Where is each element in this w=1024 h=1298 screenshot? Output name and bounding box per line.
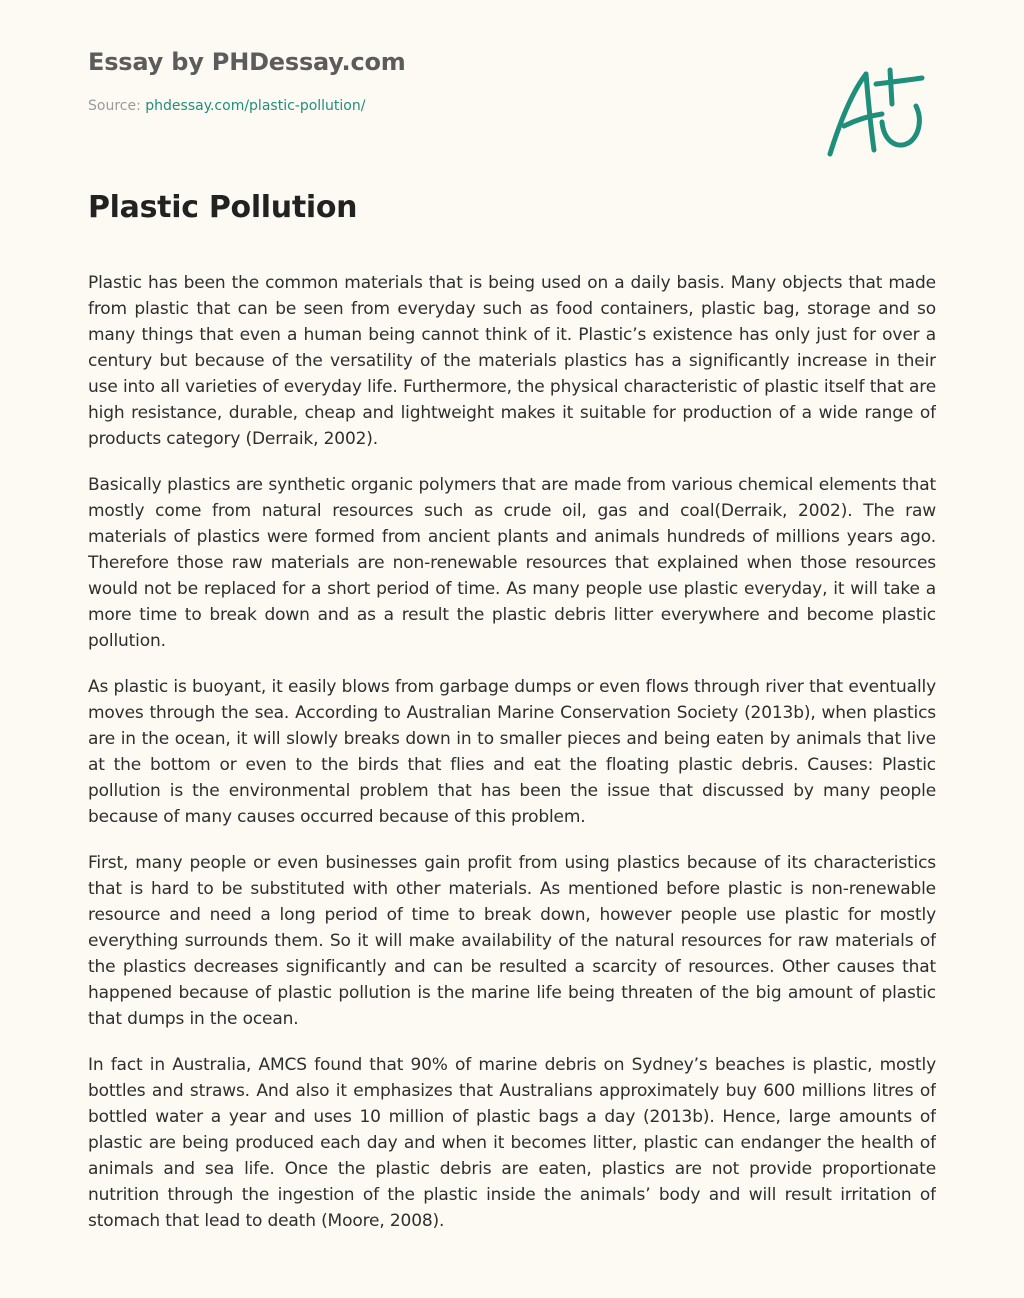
a-plus-logo-icon <box>822 62 932 162</box>
site-header <box>88 48 406 114</box>
essay-paragraph: As plastic is buoyant, it easily blows from garbage dumps or even flows through river that eventually moves through the sea. According to Australian Marine Conservation Society (2013b), when plastics are in the ocean, it will slowly breaks down in to smaller pieces and being eaten by animals that live at the bottom or even to the birds that flies and eat the floating plastic debris. Causes: Plastic pollution is the environmental problem that has been the issue that discussed by many people because of many causes occurred because of this problem. <box>88 677 936 827</box>
essay-body <box>88 270 936 1248</box>
essay-paragraph: Plastic has been the common materials that is being used on a daily basis. Many objects that made from plastic that can be seen from everyday such as food containers, plastic bag, storage and so many things that even a human being cannot think of it. Plastic’s existence has only just for over a century but because of the versatility of the materials plastics has a significantly increase in their use into all varieties of everyday life. Furthermore, the physical characteristic of plastic itself that are high resistance, durable, cheap and lightweight makes it suitable for production of a wide range of products category (Derraik, 2002). <box>88 273 936 449</box>
essay-paragraph: In fact in Australia, AMCS found that 90% of marine debris on Sydney’s beaches is plastic, mostly bottles and straws. And also it emphasizes that Australians approximately buy 600 millions litres of bottled water a year and uses 10 million of plastic bags a day (2013b). Hence, large amounts of plastic are being produced each day and when it becomes litter, plastic can endanger the health of animals and sea life. Once the plastic debris are eaten, plastics are not provide proportionate nutrition through the ingestion of the plastic inside the animals’ body and will result irritation of stomach that lead to death (Moore, 2008). <box>88 1055 936 1231</box>
essay-paragraph: Basically plastics are synthetic organic polymers that are made from various chemical elements that mostly come from natural resources such as crude oil, gas and coal(Derraik, 2002). The raw materials of plastics were formed from ancient plants and animals hundreds of millions years ago. Therefore those raw materials are non-renewable resources that explained when those resources would not be replaced for a short period of time. As many people use plastic everyday, it will take a more time to break down and as a result the plastic debris litter everywhere and become plastic pollution. <box>88 475 936 651</box>
essay-paragraph: First, many people or even businesses gain profit from using plastics because of its characteristics that is hard to be substituted with other materials. As mentioned before plastic is non-renewable resource and need a long period of time to break down, however people use plastic for mostly everything surrounds them. So it will make availability of the natural resources for raw materials of the plastics decreases significantly and can be resulted a scarcity of resources. Other causes that happened because of plastic pollution is the marine life being threaten of the big amount of plastic that dumps in the ocean. <box>88 853 936 1029</box>
site-title: Essay by PHDessay.com <box>88 48 406 76</box>
essay-title: Plastic Pollution <box>88 190 358 225</box>
source-label: Source: <box>88 98 141 114</box>
source-line <box>88 98 406 114</box>
source-link[interactable]: phdessay.com/plastic-pollution/ <box>145 98 366 114</box>
